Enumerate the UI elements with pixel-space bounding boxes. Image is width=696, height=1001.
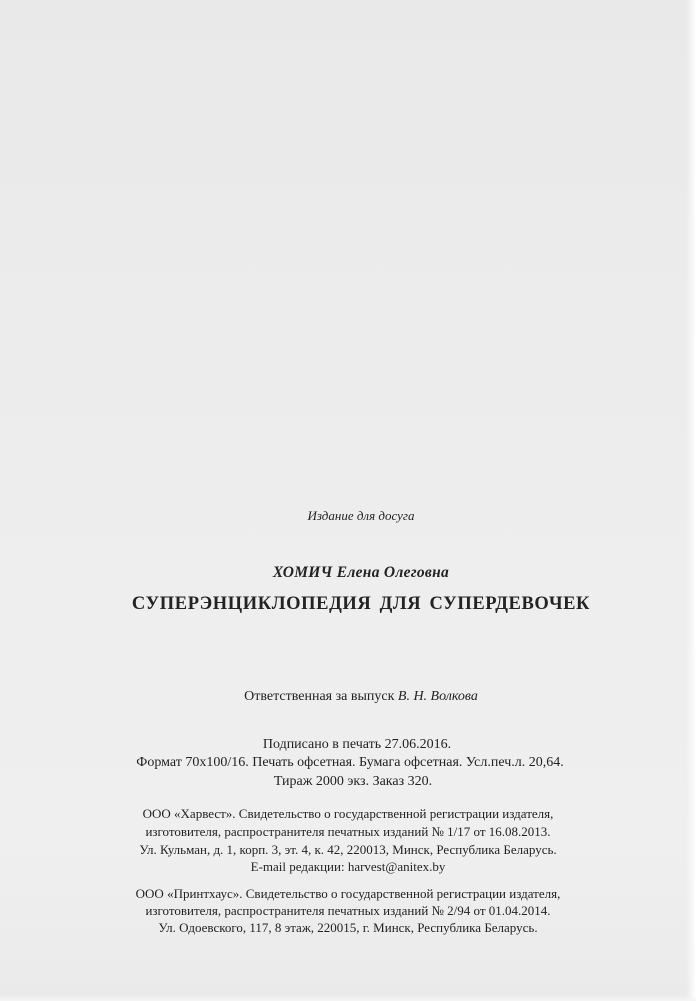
print-format: Формат 70x100/16. Печать офсетная. Бумага офсетная. Усл.печ.л. 20,64.	[136, 755, 564, 770]
print-run: Тираж 2000 экз. Заказ 320.	[273, 774, 433, 789]
edition-type: Издание для досуга	[307, 508, 415, 523]
printer-address: Ул. Одоевского, 117, 8 этаж, 220015, г. Минск, Республика Беларусь.	[158, 920, 538, 935]
print-signed-date: Подписано в печать 27.06.2016.	[262, 737, 452, 752]
publisher-address: Ул. Кульман, д. 1, корп. 3, эт. 4, к. 42, 220013, Минск, Республика Беларусь.	[139, 842, 557, 857]
responsible-editor	[13, 689, 696, 705]
publisher-license: изготовителя, распространителя печатных изданий № 1/17 от 16.08.2013.	[145, 824, 551, 839]
printer-registration: ООО «Принтхаус». Свидетельство о государственной регистрации издателя,	[135, 886, 561, 901]
publisher-registration: ООО «Харвест». Свидетельство о государственной регистрации издателя,	[142, 806, 554, 821]
printer-license: изготовителя, распространителя печатных изданий № 2/94 от 01.04.2014.	[145, 903, 551, 918]
responsible-label: Ответственная за выпуск	[244, 689, 395, 704]
book-title: СУПЕРЭНЦИКЛОПЕДИЯ ДЛЯ СУПЕРДЕВОЧЕК	[131, 594, 591, 614]
responsible-name: В. Н. Волкова	[397, 689, 478, 704]
publisher-email: E-mail редакции: harvest@anitex.by	[250, 859, 446, 874]
page-edge-bottom	[0, 995, 696, 1001]
author-name: ХОМИЧ Елена Олеговна	[272, 564, 450, 581]
